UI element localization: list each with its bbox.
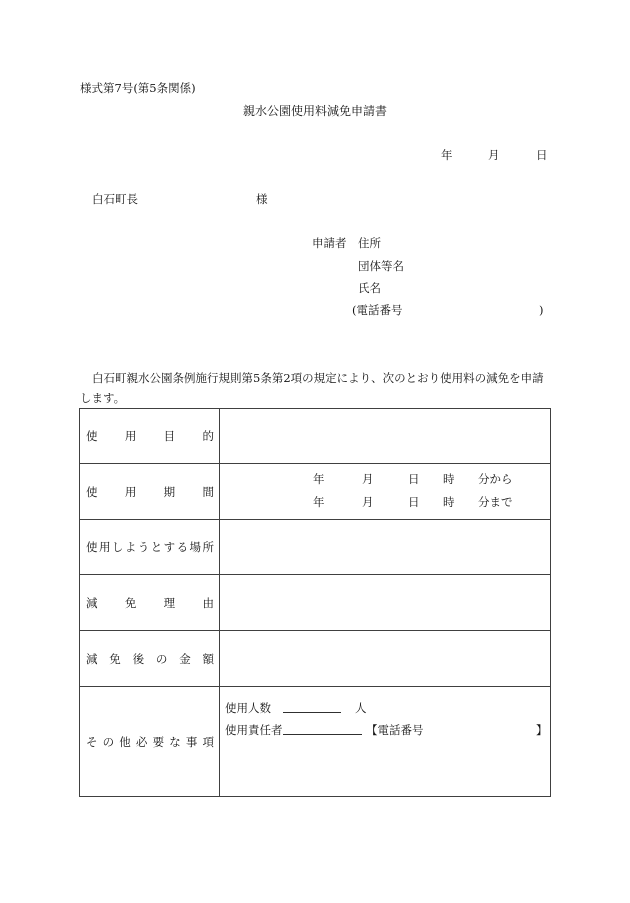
label-purpose: 使用目的 [86,429,214,443]
period-start-year: 年 [313,472,325,486]
label-amount: 減免後の金額 [86,651,214,666]
users-count-label: 使用人数 [225,701,271,715]
statement-line-2: します。 [80,391,126,405]
row-amount [80,630,550,686]
value-location [220,520,550,574]
label-cell-purpose [80,409,220,463]
phone-label: (電話番号 [352,303,403,317]
label-cell-location [80,520,220,574]
value-reason [220,575,550,630]
users-count-unit: 人 [355,701,367,715]
row-purpose [80,409,550,463]
applicant-label: 申請者 [312,236,347,250]
row-other [80,686,550,796]
addressee-name: 白石町長 [92,192,138,206]
statement-line-1: 白石町親水公園条例施行規則第5条第2項の規定により、次のとおり使用料の減免を申請 [92,371,544,385]
period-start-minute: 分から [478,472,513,486]
application-table [79,408,551,797]
period-end-hour: 時 [443,495,455,509]
date-day-unit: 日 [536,148,548,162]
value-other [220,687,550,796]
organization-label: 団体等名 [358,259,404,273]
period-end-minute: 分まで [478,495,513,509]
value-purpose [220,409,550,463]
period-end-line [220,495,550,509]
label-cell-other [80,687,220,796]
form-title: 親水公園使用料減免申請書 [242,104,387,118]
period-start-day: 日 [408,472,420,486]
manager-blank-line [283,734,362,735]
period-start-hour: 時 [443,472,455,486]
label-cell-period [80,464,220,519]
date-month-unit: 月 [488,148,500,162]
period-end-day: 日 [408,495,420,509]
value-amount [220,631,550,686]
addressee-honorific: 様 [256,192,268,206]
row-reason [80,574,550,630]
period-start-line [220,472,550,486]
address-label: 住所 [358,236,381,250]
period-end-year: 年 [313,495,325,509]
period-start-month: 月 [362,472,374,486]
users-count-blank-line [283,712,341,713]
row-period [80,463,550,519]
manager-phone-close-bracket: 】 [536,723,548,737]
manager-label: 使用責任者 [225,723,283,737]
label-reason: 減免理由 [86,595,214,610]
value-period [220,464,550,519]
label-cell-reason [80,575,220,630]
row-location [80,519,550,574]
label-cell-amount [80,631,220,686]
name-label: 氏名 [358,281,381,295]
manager-phone-label: 【電話番号 [366,723,424,737]
label-other: その他必要な事項 [86,734,214,749]
label-location: 使用しようとする場所 [86,540,214,554]
phone-close-paren: ) [539,303,544,317]
date-year-unit: 年 [441,148,453,162]
form-number: 様式第7号(第5条関係) [80,81,196,95]
period-end-month: 月 [362,495,374,509]
label-period: 使用期間 [86,484,214,499]
